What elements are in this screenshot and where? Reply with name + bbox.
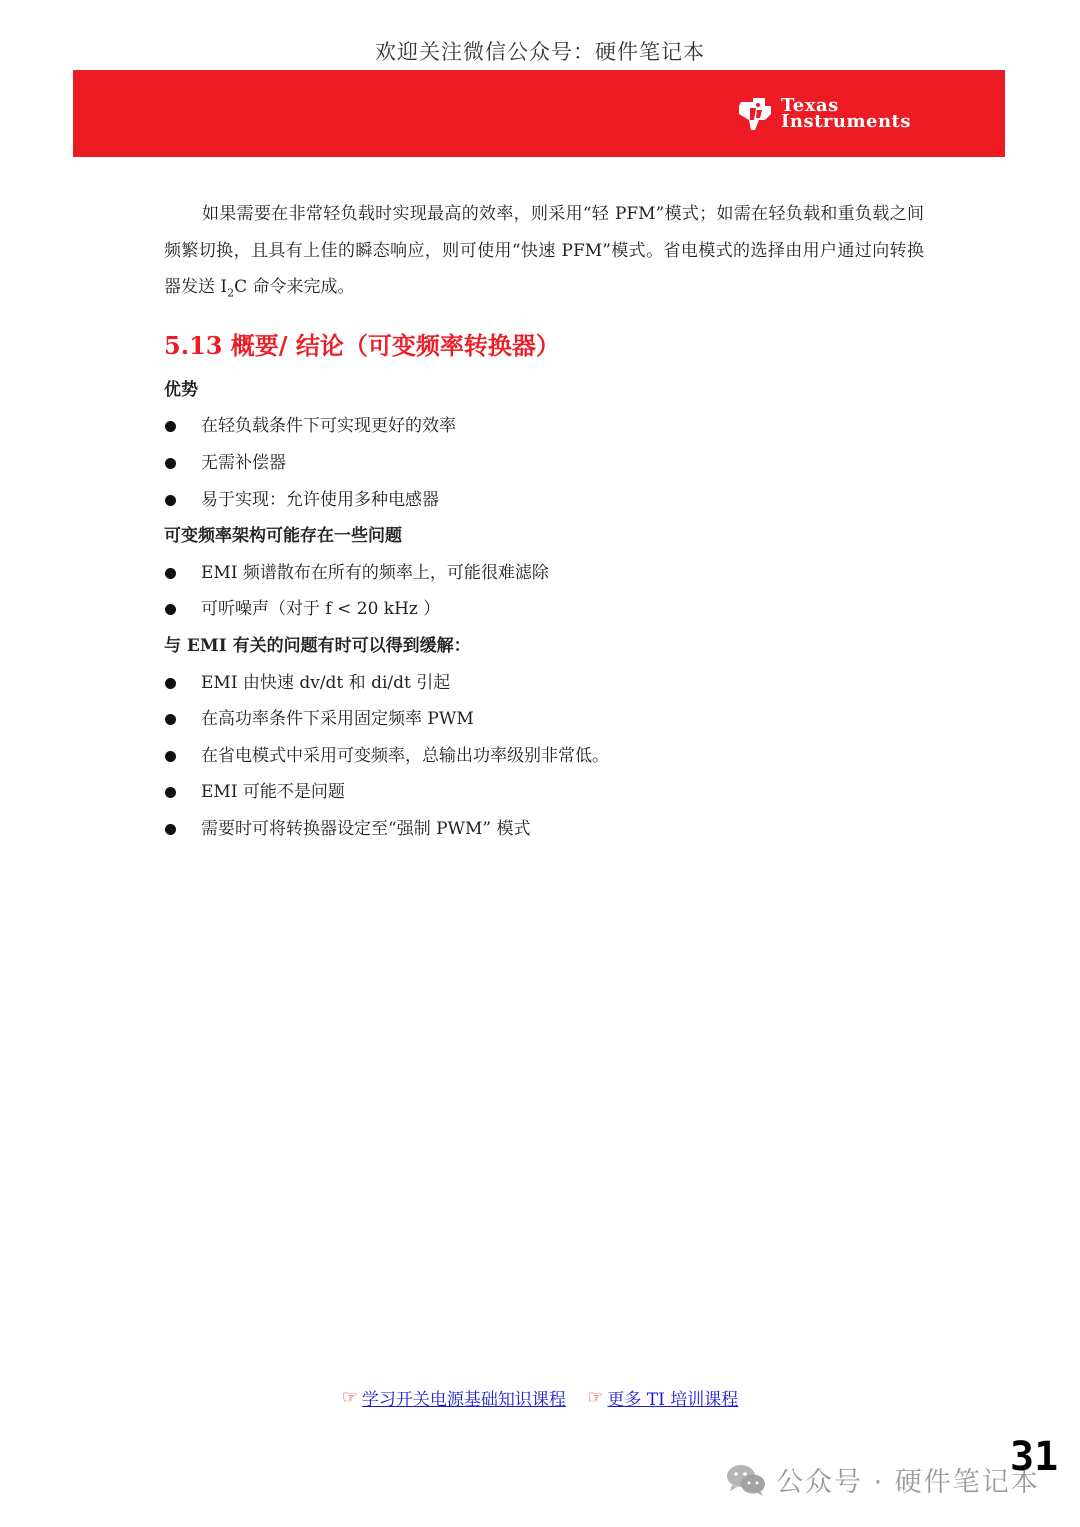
section-title: 5.13 概要/ 结论（可变频率转换器） (164, 330, 560, 360)
intro-part1: 如果需要在非常轻负载时实现最高的效率，则采用“轻 PFM”模式；如需在轻负载和重负载之间频繁切换，且具有上佳的瞬态响应，则可使用“快速 PFM”模式。省电模式的选择由用户通过向转换器发送 I (164, 204, 924, 297)
ti-logo-text (780, 95, 911, 132)
ti-training-link[interactable]: 更多 TI 培训课程 (607, 1390, 739, 1410)
intro-subscript: 2 (227, 286, 235, 300)
bullet-icon (165, 751, 176, 762)
bullet-icon (165, 824, 176, 835)
list-item-text: 在省电模式中采用可变频率，总输出功率级别非常低。 (201, 745, 609, 766)
logo-line1: Texas (780, 95, 839, 116)
pointing-hand-icon: ☞ (341, 1387, 358, 1408)
page-number: 31 (1010, 1434, 1059, 1480)
list-item-text: 可听噪声（对于 f < 20 kHz ） (201, 599, 441, 620)
footer-link-power-course[interactable] (342, 1385, 566, 1410)
top-banner: 欢迎关注微信公众号：硬件笔记本 (375, 40, 705, 64)
list-item-text: 易于实现：允许使用多种电感器 (201, 489, 439, 510)
list-item-text: 需要时可将转换器设定至“强制 PWM” 模式 (201, 819, 531, 840)
logo-line2: Instruments (780, 111, 911, 132)
list-item (164, 445, 924, 482)
mitigation-heading: 与 EMI 有关的问题有时可以得到缓解： (164, 636, 471, 657)
mitigation-list (164, 665, 924, 848)
ti-logo (735, 96, 911, 132)
intro-part2: C 命令来完成。 (234, 277, 355, 297)
list-item (164, 665, 924, 702)
list-item-text: EMI 频谱散布在所有的频率上，可能很难滤除 (201, 562, 549, 583)
watermark-text: 公众号 · 硬件笔记本 (776, 1467, 1040, 1498)
bullet-icon (165, 678, 176, 689)
advantages-list (164, 408, 924, 518)
list-item (164, 701, 924, 738)
bullet-icon (165, 421, 176, 432)
content (164, 196, 924, 848)
list-item (164, 555, 924, 592)
list-item (164, 408, 924, 445)
list-item-text: 无需补偿器 (201, 453, 286, 474)
footer-links (0, 1385, 1080, 1410)
bullet-icon (165, 568, 176, 579)
intro-paragraph (164, 196, 924, 312)
list-item-text: EMI 可能不是问题 (201, 782, 345, 803)
pointing-hand-icon: ☞ (587, 1387, 604, 1408)
footer-link-ti-training[interactable] (587, 1385, 738, 1410)
issues-heading: 可变频率架构可能存在一些问题 (164, 526, 402, 547)
bullet-icon (165, 458, 176, 469)
bullet-icon (165, 495, 176, 506)
bullet-icon (165, 604, 176, 615)
watermark (726, 1460, 1040, 1499)
wechat-icon (726, 1463, 766, 1497)
list-item (164, 591, 924, 628)
bullet-icon (165, 787, 176, 798)
ti-logo-icon (735, 96, 775, 132)
list-item (164, 482, 924, 519)
power-course-link[interactable]: 学习开关电源基础知识课程 (361, 1390, 566, 1410)
list-item (164, 774, 924, 811)
list-item-text: EMI 由快速 dv/dt 和 di/dt 引起 (201, 672, 451, 693)
issues-list (164, 555, 924, 628)
list-item-text: 在轻负载条件下可实现更好的效率 (201, 416, 456, 437)
list-item (164, 738, 924, 775)
header-bar (73, 70, 1005, 157)
list-item-text: 在高功率条件下采用固定频率 PWM (201, 709, 474, 730)
advantages-heading: 优势 (164, 379, 198, 400)
bullet-icon (165, 714, 176, 725)
list-item (164, 811, 924, 848)
